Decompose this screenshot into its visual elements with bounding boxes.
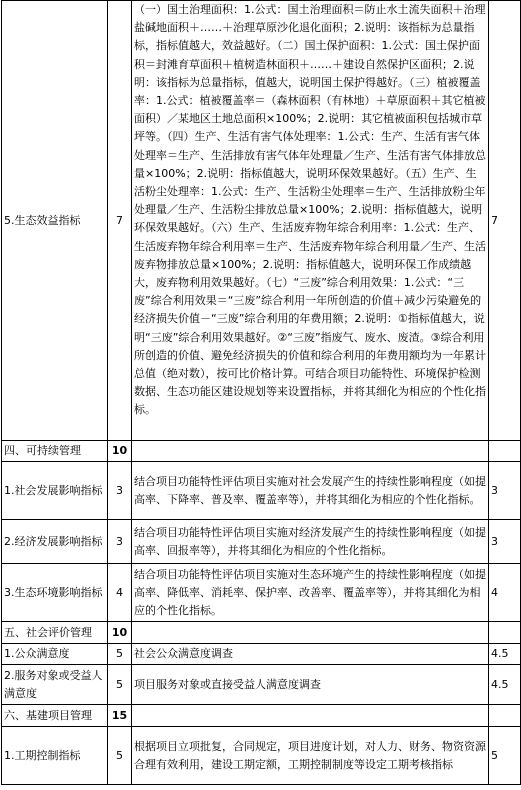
indicator-score: 7: [489, 1, 521, 441]
table-row: [2, 665, 521, 705]
indicator-score: 3: [489, 462, 521, 520]
indicator-score: 4: [489, 564, 521, 622]
section-title: 六、基建项目管理: [2, 705, 108, 727]
indicator-name: 5.生态效益指标: [2, 1, 108, 441]
section-title: 五、社会评价管理: [2, 622, 108, 644]
indicator-weight: 3: [108, 520, 132, 564]
indicator-description: 项目服务对象或直接受益人满意度调查: [132, 665, 489, 705]
section-header-row: [2, 705, 521, 727]
indicator-score: 4.5: [489, 665, 521, 705]
empty-cell: [132, 705, 489, 727]
empty-cell: [132, 622, 489, 644]
section-weight: 15: [108, 705, 132, 727]
indicator-description: 社会公众满意度调查: [132, 644, 489, 665]
section-weight: 10: [108, 441, 132, 462]
table-row: [2, 564, 521, 622]
indicator-weight: 5: [108, 644, 132, 665]
indicator-name: 1.公众满意度: [2, 644, 108, 665]
empty-cell: [489, 705, 521, 727]
indicator-weight: 5: [108, 727, 132, 785]
indicator-description: 结合项目功能特性评估项目实施对经济发展产生的持续性影响程度（如提高率、回报率等），并将其细化为相应的个性化指标。: [132, 520, 489, 564]
section-weight: 10: [108, 622, 132, 644]
empty-cell: [489, 622, 521, 644]
table-row: [2, 462, 521, 520]
table-row: [2, 1, 521, 441]
section-header-row: [2, 441, 521, 462]
evaluation-table: [1, 0, 521, 785]
indicator-description: 结合项目功能特性评估项目实施对生态环境产生的持续性影响程度（如提高率、降低率、消耗率、保护率、改善率、覆盖率等），并将其细化为相应的个性化指标。: [132, 564, 489, 622]
indicator-score: 3: [489, 520, 521, 564]
indicator-weight: 7: [108, 1, 132, 441]
table-row: [2, 520, 521, 564]
indicator-score: 5: [489, 727, 521, 785]
empty-cell: [489, 441, 521, 462]
indicator-name: 3.生态环境影响指标: [2, 564, 108, 622]
indicator-description: 结合项目功能特性评估项目实施对社会发展产生的持续性影响程度（如提高率、下降率、普及率、覆盖率等），并将其细化为相应的个性化指标。: [132, 462, 489, 520]
indicator-name: 1.社会发展影响指标: [2, 462, 108, 520]
indicator-score: 4.5: [489, 644, 521, 665]
indicator-weight: 5: [108, 665, 132, 705]
indicator-description: 根据项目立项批复，合同规定，项目进度计划，对人力、财务、物资资源合理有效利用，建设工期定额，工期控制制度等设定工期考核指标: [132, 727, 489, 785]
indicator-name: 1.工期控制指标: [2, 727, 108, 785]
indicator-weight: 4: [108, 564, 132, 622]
indicator-description: （一）国土治理面积：1.公式：国土治理面积＝防止水土流失面积＋治理盐碱地面积＋……＋治理草原沙化退化面积；2.说明：该指标为总量指标，指标值越大，效益越好。（二）国土保护面积：1.公式：国土保护面积＝封滩育草面积＋植树造林面积＋……＋建设自然保护区面积；2.说明：该指标为总量指标，值越大，说明国土保护得越好。（三）植被覆盖率：1.公式：植被覆盖率＝（森林面积（有林地）＋草原面积＋其它植被面积）／某地区土地总面积×100%；2.说明：其它植被面积包括城市草坪等。（四）生产、生活有害气体处理率：1.公式：生产、生活有害气体处理率＝生产、生活排放有害气体年处理量／生产、生活有害气体排放总量×100%；2.说明：指标值越大，说明环保效果越好。（五）生产、生活粉尘处理率：1.公式：生产、生活粉尘处理率＝生产、生活排放粉尘年处理量／生产、生活粉尘排放总量×100%；2.说明：指标值越大，说明环保效果越好。（六）生产、生活废弃物年综合利用率：1.公式：生产、生活废弃物年综合利用率＝生产、生活废弃物年综合利用量／生产、生活废弃物排放总量×100%；2.说明：指标值越大，说明环保工作成绩越大，废弃物利用效果越好。（七）“三废”综合利用效果：1.公式：“三废”综合利用效果＝“三废”综合利用一年所创造的价值＋减少污染避免的经济损失价值－“三废”综合利用的年费用额；2.说明：①指标值越大，说明“三废”综合利用效果越好。②“三废”指废气、废水、废渣。③综合利用所创造的价值、避免经济损失的价值和综合利用的年费用额均为一年累计总值（绝对数），按可比价格计算。可结合项目功能特性、环境保护检测数据、生态功能区建设规划等来设置指标，并将其细化为相应的个性化指标。: [132, 1, 489, 441]
section-title: 四、可持续管理: [2, 441, 108, 462]
indicator-name: 2.经济发展影响指标: [2, 520, 108, 564]
table-row: [2, 727, 521, 785]
table-row: [2, 644, 521, 665]
indicator-name: 2.服务对象或受益人满意度: [2, 665, 108, 705]
empty-cell: [132, 441, 489, 462]
indicator-weight: 3: [108, 462, 132, 520]
section-header-row: [2, 622, 521, 644]
